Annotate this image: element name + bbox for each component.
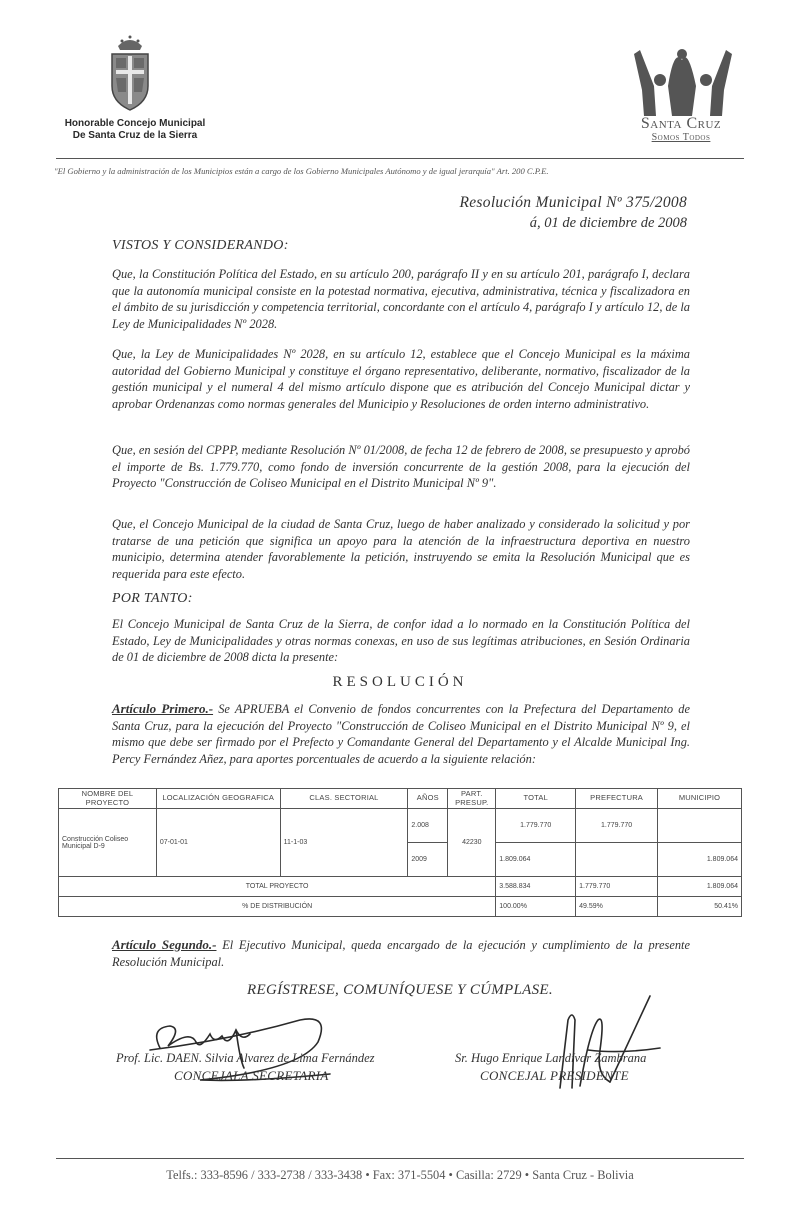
brand-tagline: Somos Todos xyxy=(651,132,711,143)
coat-of-arms-icon xyxy=(104,32,156,114)
vistos-paragraph: Que, la Constitución Política del Estado, en su artículo 200, parágrafo II y en su artículo 201, parágrafo I, declara que la autonomía municipal consiste en la potestad normativa, ejecutiva, administrativa, técnica y fiscalizadora en el ámbito de su jurisdicción y competencia territorial, concordante con el artículo 4, parágrafo I y artículo 12, de la Ley de Municipalidades Nº 2028. xyxy=(112,267,690,331)
council-line-2: De Santa Cruz de la Sierra xyxy=(72,130,198,141)
table-header: PART. PRESUP. xyxy=(448,789,496,809)
table-header: LOCALIZACIÓN GEOGRAFICA xyxy=(156,789,280,809)
project-name-cell: Construcción Coliseo Municipal D-9 xyxy=(59,809,157,877)
right-signer-name: Sr. Hugo Enrique Landívar Zambrana xyxy=(455,1051,647,1065)
handwritten-signatures xyxy=(0,990,800,1100)
resolution-date: á, 01 de diciembre de 2008 xyxy=(529,215,687,231)
header-divider xyxy=(56,158,744,159)
footer-divider xyxy=(56,1158,744,1159)
percent-label-cell: % DE DISTRIBUCIÓN xyxy=(59,897,496,917)
partida-cell: 42230 xyxy=(448,809,496,877)
left-signer-name: Prof. Lic. DAEN. Silvia Alvarez de Lima Fernández xyxy=(116,1051,375,1065)
prefectura-cell xyxy=(576,843,658,877)
resolucion-heading: RESOLUCIÓN xyxy=(332,674,468,690)
budget-table xyxy=(58,788,742,917)
articulo-segundo-label: Artículo Segundo.- xyxy=(112,937,217,952)
vistos-paragraph: Que, en sesión del CPPP, mediante Resolución Nº 01/2008, de fecha 12 de febrero de 2008, se presupuesto y aprobó el importe de Bs. 1.779.770, como fondo de inversión concurrente de la gestión 2008, para la ejecución del Proyecto "Construcción de Coliseo Municipal en el Distrito Municipal Nº 9". xyxy=(112,443,690,491)
table-header: TOTAL xyxy=(496,789,576,809)
prefectura-cell: 49.59% xyxy=(576,897,658,917)
por-tanto-text: El Concejo Municipal de Santa Cruz de la Sierra, de confor idad a lo normado en la Constitución Política del Estado, Ley de Municipalidades y otras normas conexas, en uso de sus legítimas atribuciones, en Sesión Ordinaria de 01 de diciembre de 2008 dicta la presente: xyxy=(112,617,690,665)
table-total-row xyxy=(59,877,742,897)
articulo-segundo xyxy=(112,937,690,970)
santa-cruz-people-logo-icon xyxy=(624,46,742,116)
total-cell: 1.809.064 xyxy=(496,843,576,877)
articulo-segundo-text: El Ejecutivo Municipal, queda encargado de la ejecución y cumplimiento de la presente Resolución Municipal. xyxy=(112,938,690,969)
footer-contact: Telfs.: 333-8596 / 333-2738 / 333-3438 • Fax: 371-5504 • Casilla: 2729 • Santa Cruz - Bolivia xyxy=(166,1168,634,1182)
year-cell: 2009 xyxy=(408,843,448,877)
vistos-paragraph: Que, la Ley de Municipalidades Nº 2028, en su artículo 12, establece que el Concejo Municipal es la máxima autoridad del Gobierno Municipal y constituye el órgano representativo, deliberante, normativo, fiscalizador de la gestión municipal y el numeral 4 del mismo artículo dispone que es atribución del Concejo Municipal dictar y aprobar Ordenanzas como normas generales del Municipio y Resoluciones de orden interno administrativo. xyxy=(112,347,690,411)
municipio-cell xyxy=(658,809,742,843)
municipio-cell: 1.809.064 xyxy=(658,877,742,897)
prefectura-cell: 1.779.770 xyxy=(576,877,658,897)
total-cell: 3.588.834 xyxy=(496,877,576,897)
articulo-primero-label: Artículo Primero.- xyxy=(112,701,214,716)
brand-name: Santa Cruz xyxy=(640,115,722,132)
por-tanto-heading: POR TANTO: xyxy=(112,591,193,606)
right-signer-role: CONCEJAL PRESIDENTE xyxy=(480,1068,629,1083)
prefectura-cell: 1.779.770 xyxy=(576,809,658,843)
table-header: AÑOS xyxy=(408,789,448,809)
sector-cell: 11-1-03 xyxy=(280,809,408,877)
total-label-cell: TOTAL PROYECTO xyxy=(59,877,496,897)
total-cell: 100.00% xyxy=(496,897,576,917)
table-percent-row xyxy=(59,897,742,917)
vistos-heading: VISTOS Y CONSIDERANDO: xyxy=(112,238,289,253)
motto: "El Gobierno y la administración de los Municipios están a cargo de los Gobierno Municipales Autónomo y de igual jerarquía" Art. 200 C.P.E. xyxy=(54,166,549,176)
articulo-primero xyxy=(112,701,690,767)
municipio-cell: 1.809.064 xyxy=(658,843,742,877)
location-cell: 07-01-01 xyxy=(156,809,280,877)
total-cell: 1.779.770 xyxy=(496,809,576,843)
vistos-paragraph: Que, el Concejo Municipal de la ciudad de Santa Cruz, luego de haber analizado y considerado la solicitud y por tratarse de una petición que significa un apoyo para la atención de la infraestructura deportiva en nuestro municipio, determina atender favorablemente la petición, instruyendo se emita la Resolución Municipal que es requerida para este efecto. xyxy=(112,517,690,581)
table-header: PREFECTURA xyxy=(576,789,658,809)
resolution-number: Resolución Municipal Nº 375/2008 xyxy=(459,194,687,211)
council-name xyxy=(40,118,230,142)
table-header: NOMBRE DEL PROYECTO xyxy=(59,789,157,809)
left-signer-role: CONCEJALA SECRETARIA xyxy=(174,1068,329,1083)
year-cell: 2.008 xyxy=(408,809,448,843)
brand-block xyxy=(616,116,746,143)
council-line-1: Honorable Concejo Municipal xyxy=(64,118,206,129)
closing-slogan: REGÍSTRESE, COMUNÍQUESE Y CÚMPLASE. xyxy=(247,982,553,998)
table-header-row xyxy=(59,789,742,809)
articulo-primero-text: Se APRUEBA el Convenio de fondos concurrentes con la Prefectura del Departamento de Santa Cruz, para la ejecución del Proyecto "Construcción de Coliseo Municipal en el Distrito Municipal Nº 9, el mismo que debe ser firmado por el Prefecto y Comandante General del Departamento y el Alcalde Municipal Ing. Percy Fernández Añez, para aportes porcentuales de acuerdo a la siguiente relación: xyxy=(112,702,690,766)
municipio-cell: 50.41% xyxy=(658,897,742,917)
table-row xyxy=(59,809,742,843)
table-header: CLAS. SECTORIAL xyxy=(280,789,408,809)
table-header: MUNICIPIO xyxy=(658,789,742,809)
